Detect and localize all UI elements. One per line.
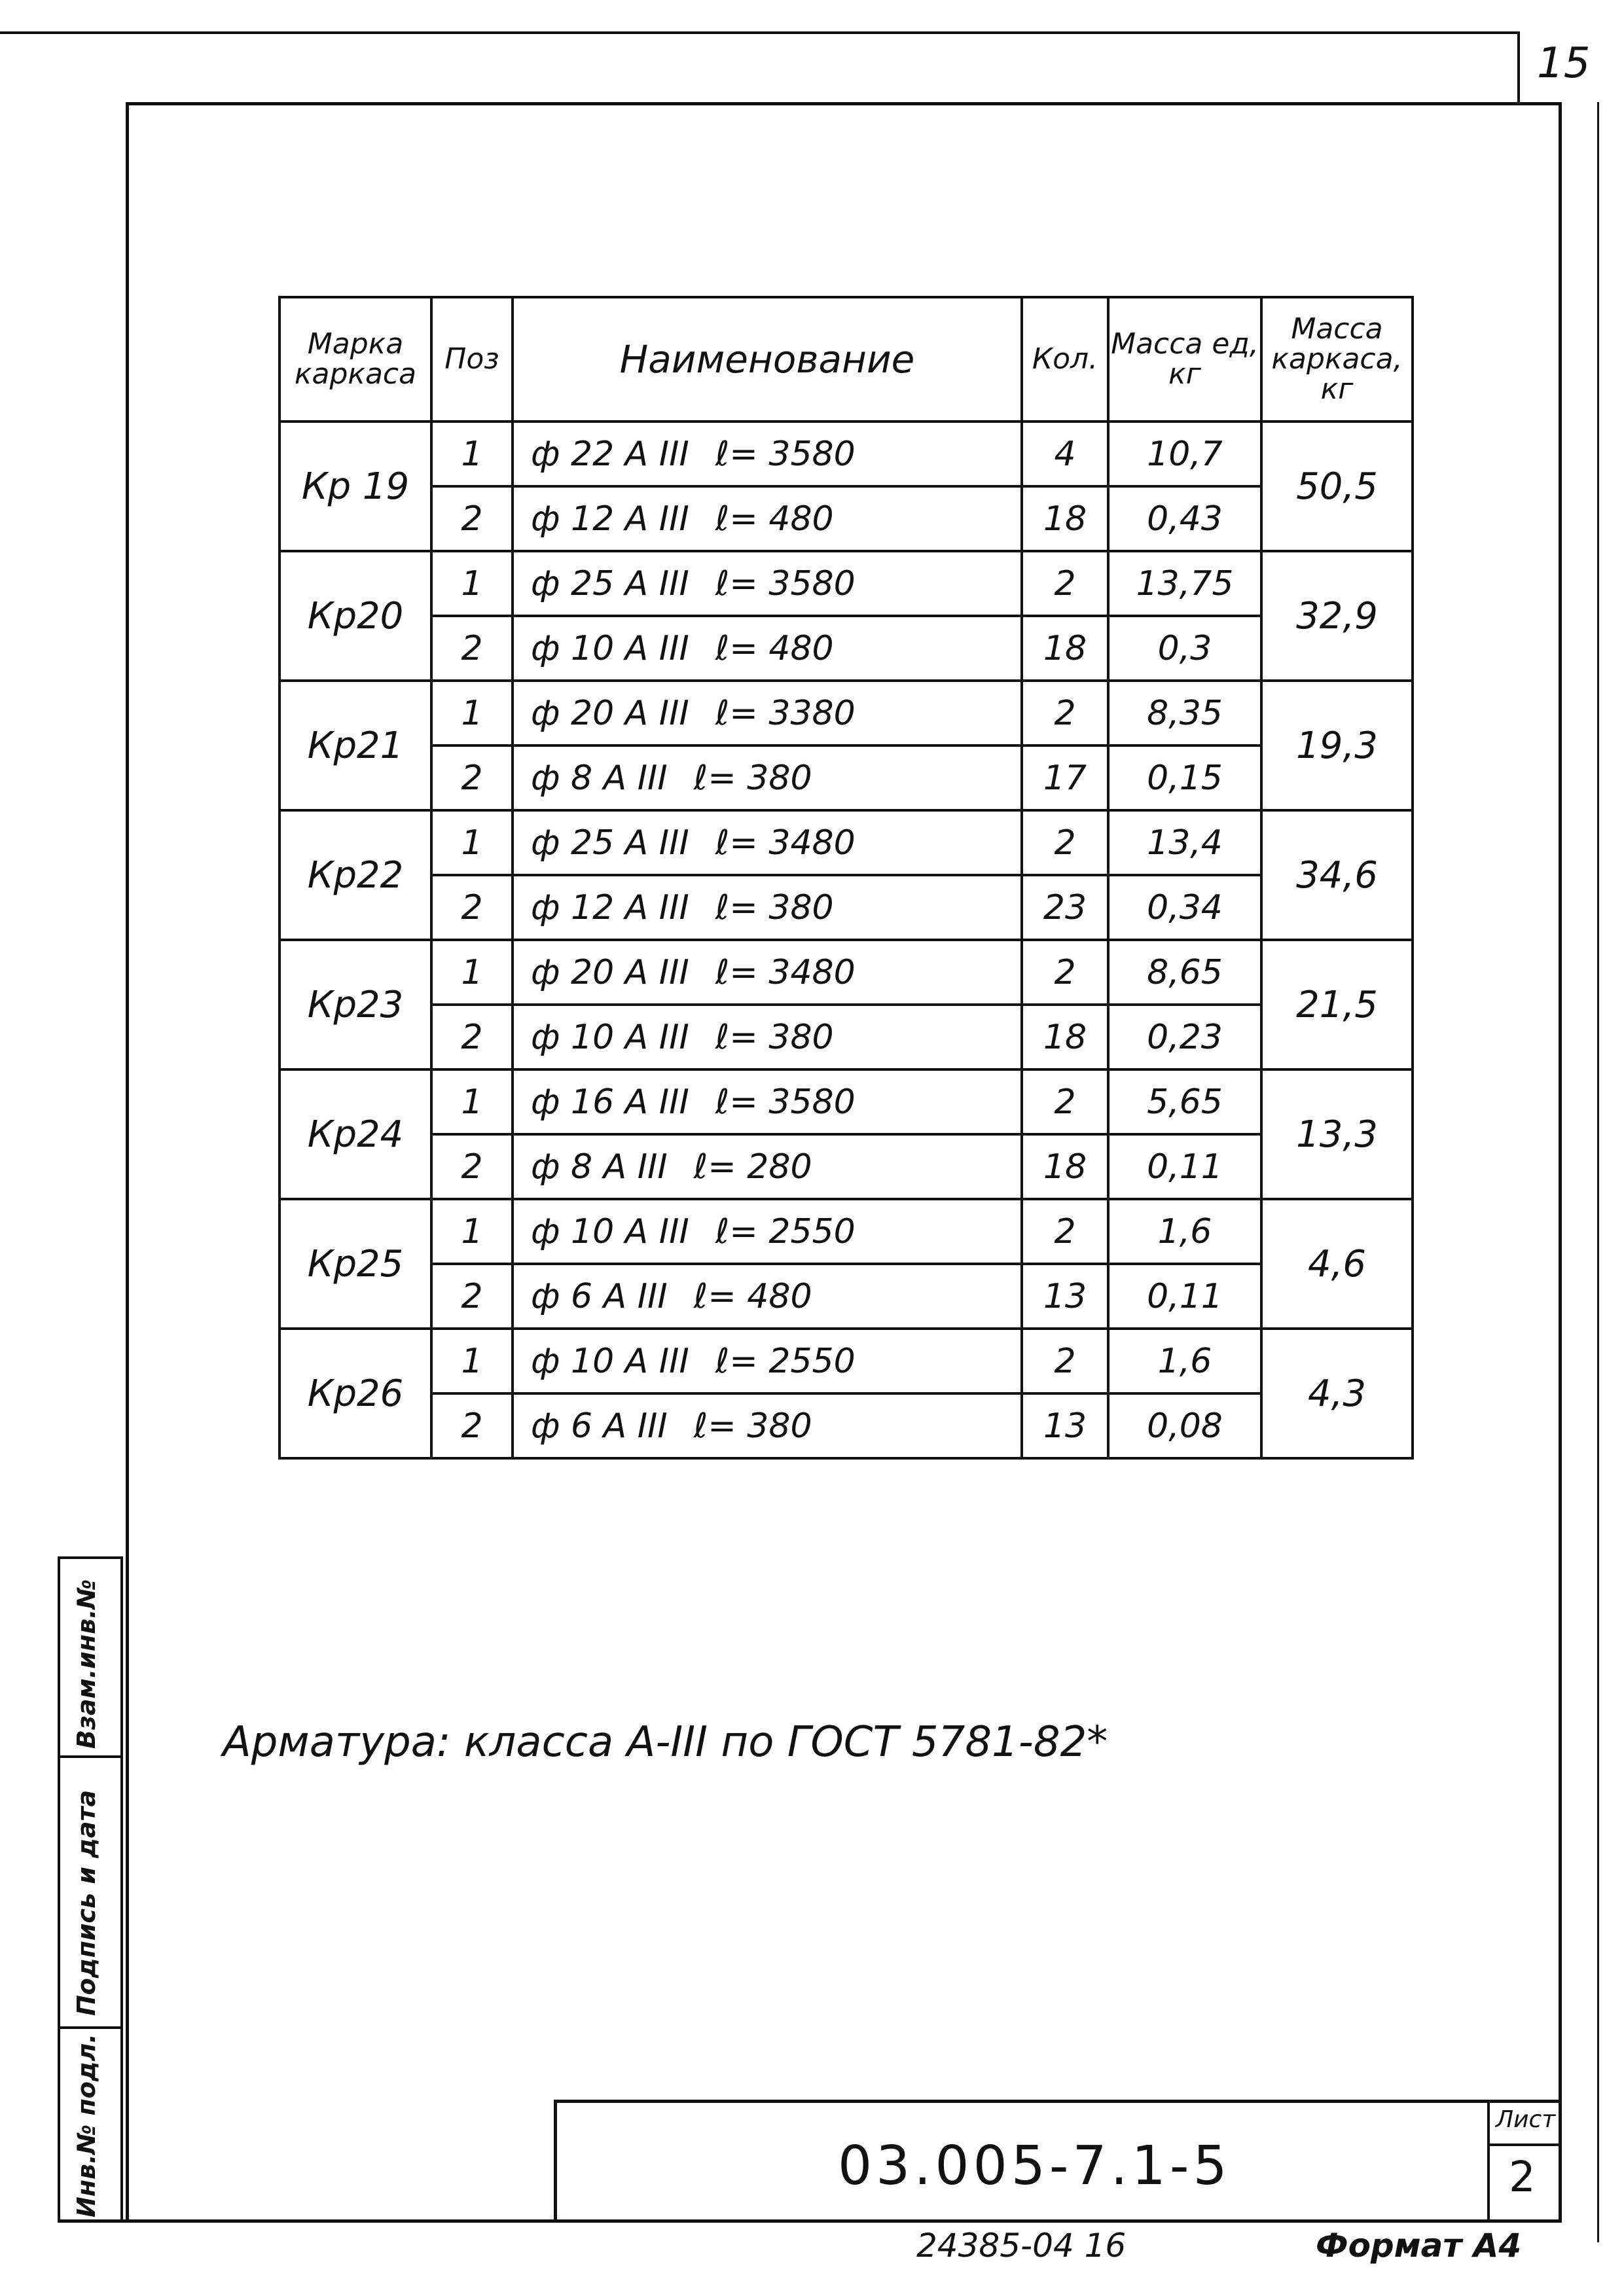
- header-qty: Кол.: [1022, 297, 1108, 422]
- bar-diameter: ф 10 А ІІІ: [531, 1017, 689, 1057]
- pos-cell: 2: [431, 1393, 513, 1458]
- qty-cell: 18: [1022, 1005, 1108, 1069]
- specification-table: [278, 296, 1414, 1460]
- bar-diameter: ф 10 А ІІІ: [531, 1211, 689, 1251]
- unit-mass-cell: 0,43: [1108, 486, 1261, 551]
- bar-length: ℓ= 2550: [715, 1211, 856, 1251]
- unit-mass-cell: 13,75: [1108, 551, 1261, 616]
- frame-mark-cell: Кр22: [280, 810, 431, 940]
- table-row: [280, 745, 1413, 810]
- pos-cell: 1: [431, 681, 513, 745]
- bar-length: ℓ= 3580: [715, 434, 856, 474]
- sheet-number: 2: [1509, 2153, 1536, 2202]
- bar-length: ℓ= 3580: [715, 1082, 856, 1122]
- bar-length: ℓ= 3580: [715, 564, 856, 603]
- side-stamp-div1: [58, 1755, 123, 1758]
- frame-mark-cell: Кр23: [280, 940, 431, 1069]
- name-cell: [513, 1329, 1022, 1393]
- bar-length: ℓ= 380: [693, 758, 812, 798]
- unit-mass-cell: 10,7: [1108, 422, 1261, 486]
- document-number: 03.005-7.1-5: [838, 2135, 1231, 2197]
- header-mark: Марка каркаса: [280, 297, 431, 422]
- bar-length: ℓ= 380: [715, 888, 834, 927]
- name-cell: [513, 616, 1022, 681]
- bar-length: ℓ= 380: [715, 1017, 834, 1057]
- name-cell: [513, 810, 1022, 875]
- qty-cell: 2: [1022, 1199, 1108, 1264]
- frame-mark-cell: Кр 19: [280, 422, 431, 551]
- table-row: [280, 486, 1413, 551]
- frame-left: [126, 102, 129, 2223]
- name-cell: [513, 875, 1022, 940]
- name-cell: [513, 745, 1022, 810]
- unit-mass-cell: 1,6: [1108, 1329, 1261, 1393]
- side-stamp-div2: [58, 2026, 123, 2029]
- header-unit-mass: Масса ед, кг: [1108, 297, 1261, 422]
- table-row: [280, 1069, 1413, 1134]
- name-cell: [513, 1069, 1022, 1134]
- frame-mass-cell: 4,6: [1261, 1199, 1413, 1329]
- pos-cell: 1: [431, 422, 513, 486]
- frame-mass-cell: 13,3: [1261, 1069, 1413, 1199]
- pos-cell: 2: [431, 616, 513, 681]
- footer-format: Формат А4: [1316, 2227, 1522, 2265]
- pos-cell: 2: [431, 875, 513, 940]
- bar-length: ℓ= 480: [715, 628, 834, 668]
- qty-cell: 23: [1022, 875, 1108, 940]
- title-block-top: [554, 2100, 1562, 2103]
- sheet-box-divider: [1487, 2144, 1562, 2146]
- header-pos: Поз: [431, 297, 513, 422]
- pos-cell: 1: [431, 1199, 513, 1264]
- name-cell: [513, 422, 1022, 486]
- qty-cell: 2: [1022, 940, 1108, 1005]
- qty-cell: 13: [1022, 1264, 1108, 1329]
- table-row: [280, 810, 1413, 875]
- unit-mass-cell: 0,23: [1108, 1005, 1261, 1069]
- sheet-label: Лист: [1496, 2106, 1556, 2133]
- footer-code: 24385-04 16: [916, 2227, 1127, 2265]
- qty-cell: 2: [1022, 810, 1108, 875]
- frame-top: [126, 102, 1562, 105]
- side-stamp-left: [58, 1556, 60, 2223]
- table-row: [280, 681, 1413, 745]
- name-cell: [513, 1264, 1022, 1329]
- bar-length: ℓ= 3480: [715, 952, 856, 992]
- table-row: [280, 1264, 1413, 1329]
- side-stamp-original-inv: Инв.№ подл.: [72, 2034, 101, 2217]
- unit-mass-cell: 8,65: [1108, 940, 1261, 1005]
- table-row: [280, 1329, 1413, 1393]
- qty-cell: 2: [1022, 551, 1108, 616]
- title-block-left: [554, 2100, 557, 2223]
- header-name: Наименование: [513, 297, 1022, 422]
- bar-length: ℓ= 480: [693, 1276, 812, 1316]
- bar-diameter: ф 22 А ІІІ: [531, 434, 689, 474]
- side-stamp-right: [120, 1556, 123, 2223]
- qty-cell: 2: [1022, 1069, 1108, 1134]
- table-row: [280, 1134, 1413, 1199]
- qty-cell: 18: [1022, 486, 1108, 551]
- pos-cell: 1: [431, 1069, 513, 1134]
- unit-mass-cell: 0,34: [1108, 875, 1261, 940]
- bar-length: ℓ= 480: [715, 499, 834, 539]
- pos-cell: 1: [431, 551, 513, 616]
- page-number-box-left: [1517, 31, 1520, 105]
- pos-cell: 1: [431, 1329, 513, 1393]
- bar-diameter: ф 20 А ІІІ: [531, 693, 689, 733]
- side-stamp-top: [58, 1556, 123, 1559]
- name-cell: [513, 486, 1022, 551]
- name-cell: [513, 1199, 1022, 1264]
- table-row: [280, 940, 1413, 1005]
- frame-right: [1559, 102, 1562, 2223]
- qty-cell: 2: [1022, 1329, 1108, 1393]
- name-cell: [513, 1393, 1022, 1458]
- name-cell: [513, 551, 1022, 616]
- pos-cell: 1: [431, 810, 513, 875]
- bar-diameter: ф 8 А ІІІ: [531, 758, 668, 798]
- qty-cell: 17: [1022, 745, 1108, 810]
- top-border-line: [0, 31, 1517, 34]
- unit-mass-cell: 0,15: [1108, 745, 1261, 810]
- table-row: [280, 1199, 1413, 1264]
- unit-mass-cell: 1,6: [1108, 1199, 1261, 1264]
- unit-mass-cell: 0,11: [1108, 1264, 1261, 1329]
- frame-bottom: [58, 2219, 1562, 2223]
- frame-mark-cell: Кр24: [280, 1069, 431, 1199]
- bar-diameter: ф 12 А ІІІ: [531, 499, 689, 539]
- bar-diameter: ф 25 А ІІІ: [531, 564, 689, 603]
- unit-mass-cell: 13,4: [1108, 810, 1261, 875]
- frame-mark-cell: Кр26: [280, 1329, 431, 1458]
- bar-length: ℓ= 380: [693, 1406, 812, 1446]
- bar-diameter: ф 8 А ІІІ: [531, 1147, 668, 1187]
- pos-cell: 2: [431, 1264, 513, 1329]
- unit-mass-cell: 0,11: [1108, 1134, 1261, 1199]
- frame-mass-cell: 50,5: [1261, 422, 1413, 551]
- sheet-box-left: [1487, 2100, 1490, 2223]
- table-row: [280, 1005, 1413, 1069]
- pos-cell: 2: [431, 1134, 513, 1199]
- side-stamp-replace-inv: Взам.инв.№: [72, 1579, 101, 1749]
- qty-cell: 13: [1022, 1393, 1108, 1458]
- frame-mark-cell: Кр25: [280, 1199, 431, 1329]
- name-cell: [513, 1134, 1022, 1199]
- bar-diameter: ф 6 А ІІІ: [531, 1276, 668, 1316]
- bar-diameter: ф 20 А ІІІ: [531, 952, 689, 992]
- side-stamp-signature-date: Подпись и дата: [72, 1789, 101, 2016]
- frame-mass-cell: 32,9: [1261, 551, 1413, 681]
- unit-mass-cell: 0,3: [1108, 616, 1261, 681]
- qty-cell: 18: [1022, 1134, 1108, 1199]
- bar-length: ℓ= 2550: [715, 1341, 856, 1381]
- frame-mass-cell: 19,3: [1261, 681, 1413, 810]
- unit-mass-cell: 5,65: [1108, 1069, 1261, 1134]
- pos-cell: 2: [431, 1005, 513, 1069]
- table-row: [280, 875, 1413, 940]
- frame-mass-cell: 34,6: [1261, 810, 1413, 940]
- bar-length: ℓ= 3480: [715, 823, 856, 863]
- table-row: [280, 551, 1413, 616]
- qty-cell: 4: [1022, 422, 1108, 486]
- table-row: [280, 616, 1413, 681]
- unit-mass-cell: 0,08: [1108, 1393, 1261, 1458]
- bar-diameter: ф 6 А ІІІ: [531, 1406, 668, 1446]
- name-cell: [513, 940, 1022, 1005]
- page-number: 15: [1537, 39, 1591, 88]
- bar-length: ℓ= 3380: [715, 693, 856, 733]
- pos-cell: 2: [431, 486, 513, 551]
- header-frame-mass: Масса каркаса, кг: [1261, 297, 1413, 422]
- bar-diameter: ф 12 А ІІІ: [531, 888, 689, 927]
- pos-cell: 1: [431, 940, 513, 1005]
- reinforcement-note: Арматура: класса А-ІІІ по ГОСТ 5781-82*: [223, 1718, 1108, 1767]
- frame-mass-cell: 21,5: [1261, 940, 1413, 1069]
- bar-diameter: ф 10 А ІІІ: [531, 1341, 689, 1381]
- bar-diameter: ф 16 А ІІІ: [531, 1082, 689, 1122]
- table-row: [280, 1393, 1413, 1458]
- frame-mark-cell: Кр20: [280, 551, 431, 681]
- name-cell: [513, 681, 1022, 745]
- bar-length: ℓ= 280: [693, 1147, 812, 1187]
- frame-mass-cell: 4,3: [1261, 1329, 1413, 1458]
- bar-diameter: ф 10 А ІІІ: [531, 628, 689, 668]
- pos-cell: 2: [431, 745, 513, 810]
- frame-right-outer: [1597, 102, 1599, 2242]
- frame-mark-cell: Кр21: [280, 681, 431, 810]
- qty-cell: 18: [1022, 616, 1108, 681]
- qty-cell: 2: [1022, 681, 1108, 745]
- bar-diameter: ф 25 А ІІІ: [531, 823, 689, 863]
- table-row: [280, 422, 1413, 486]
- name-cell: [513, 1005, 1022, 1069]
- unit-mass-cell: 8,35: [1108, 681, 1261, 745]
